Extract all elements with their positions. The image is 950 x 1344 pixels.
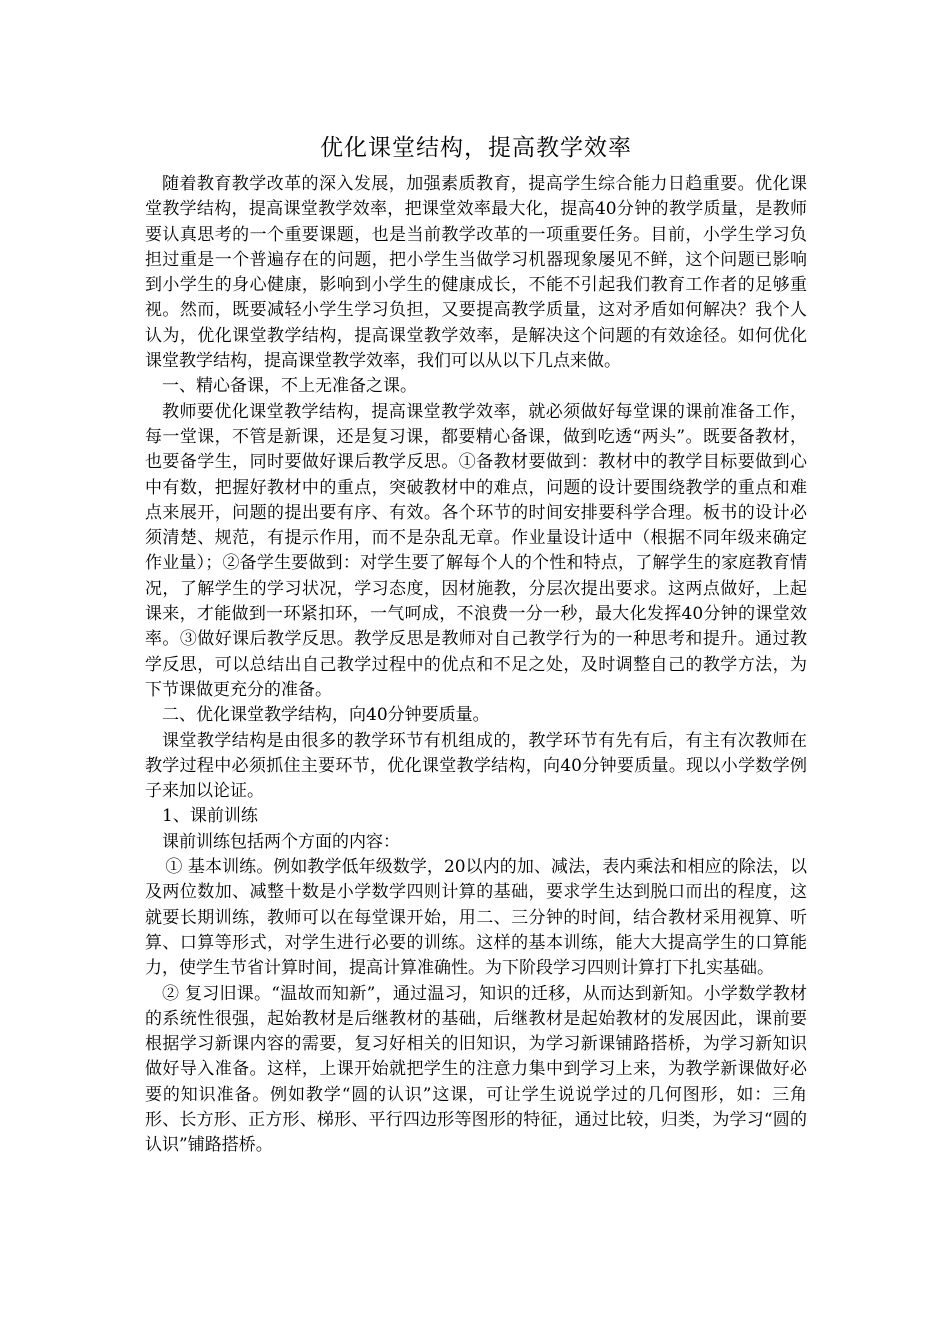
paragraph-intro: 随着教育教学改革的深入发展，加强素质教育，提高学生综合能力日趋重要。优化课堂教学结构，提高课堂教学效率，把课堂效率最大化，提高40分钟的教学质量，是教师要认真思考的一个重要课题，也是当前教学改革的一项重要任务。目前，小学生学习负担过重是一个普遍存在的问题，把小学生当做学习机器现象屡见不鲜，这个问题已影响到小学生的身心健康，影响到小学生的健康成长，不能不引起我们教育工作者的足够重视。然而，既要减轻小学生学习负担，又要提高教学质量，这对矛盾如何解决？我个人认为，优化课堂教学结构，提高课堂教学效率，是解决这个问题的有效途径。如何优化课堂教学结构，提高课堂教学效率，我们可以从以下几点来做。 — [145, 174, 807, 372]
paragraph-review: ② 复习旧课。“温故而知新”，通过温习，知识的迁移，从而达到新知。小学数学教材的系统性很强，起始教材是后继教材的基础，后继教材是起始教材的发展因此，课前要根据学习新课内容的需要，复习好相关的旧知识，为学习新课铺路搭桥，为学习新知识做好导入准备。这样，上课开始就把学生的注意力集中到学习上来，为教学新课做好必要的知识准备。例如教学“圆的认识”这课，可让学生说说学过的几何图形，如：三角形、长方形、正方形、梯形、平行四边形等图形的特征，通过比较，归类，为学习“圆的认识”铺路搭桥。 — [145, 983, 807, 1156]
paragraph-basic-training: ① 基本训练。例如教学低年级数学，20以内的加、减法，表内乘法和相应的除法，以及两位数加、减整十数是小学数学四则计算的基础，要求学生达到脱口而出的程度，这就要长期训练，教师可以在每堂课开始，用二、三分钟的时间，结合教材采用视算、听算、口算等形式，对学生进行必要的训练。这样的基本训练，能大大提高学生的口算能力，使学生节省计算时间，提高计算准确性。为下阶段学习四则计算打下扎实基础。 — [145, 857, 807, 979]
section-heading-1: 一、精心备课，不上无准备之课。 — [162, 376, 417, 397]
paragraph-section-1: 教师要优化课堂教学结构，提高课堂教学效率，就必须做好每堂课的课前准备工作，每一堂课，不管是新课，还是复习课，都要精心备课，做到吃透“两头”。既要备教材，也要备学生，同时要做好课后教学反思。①备教材要做到：教材中的教学目标要做到心中有数，把握好教材中的重点，突破教材中的难点，问题的设计要围绕教学的重点和难点来展开，问题的提出要有序、有效。各个环节的时间安排要科学合理。板书的设计必须清楚、规范，有提示作用，而不是杂乱无章。作业量设计适中（根据不同年级来确定作业量）；②备学生要做到：对学生要了解每个人的个性和特点，了解学生的家庭教育情况，了解学生的学习状况，学习态度，因材施教，分层次提出要求。这两点做好，上起课来，才能做到一环紧扣环，一气呵成，不浪费一分一秒，最大化发挥40分钟的课堂效率。③做好课后教学反思。教学反思是教师对自己教学行为的一种思考和提升。通过教学反思，可以总结出自己教学过程中的优点和不足之处，及时调整自己的教学方法，为下节课做更充分的准备。 — [145, 401, 807, 700]
document-page — [145, 128, 807, 1159]
paragraph-subsection-intro: 课前训练包括两个方面的内容： — [162, 831, 400, 852]
document-title: 优化课堂结构，提高教学效率 — [320, 135, 632, 161]
paragraph-section-2: 课堂教学结构是由很多的教学环节有机组成的，教学环节有先有后，有主有次教师在教学过程中必须抓住主要环节，优化课堂教学结构，向40分钟要质量。现以小学数学例子来加以论证。 — [145, 730, 807, 802]
section-heading-2: 二、优化课堂教学结构，向40分钟要质量。 — [162, 705, 490, 726]
subsection-heading-1: 1、课前训练 — [162, 806, 258, 827]
